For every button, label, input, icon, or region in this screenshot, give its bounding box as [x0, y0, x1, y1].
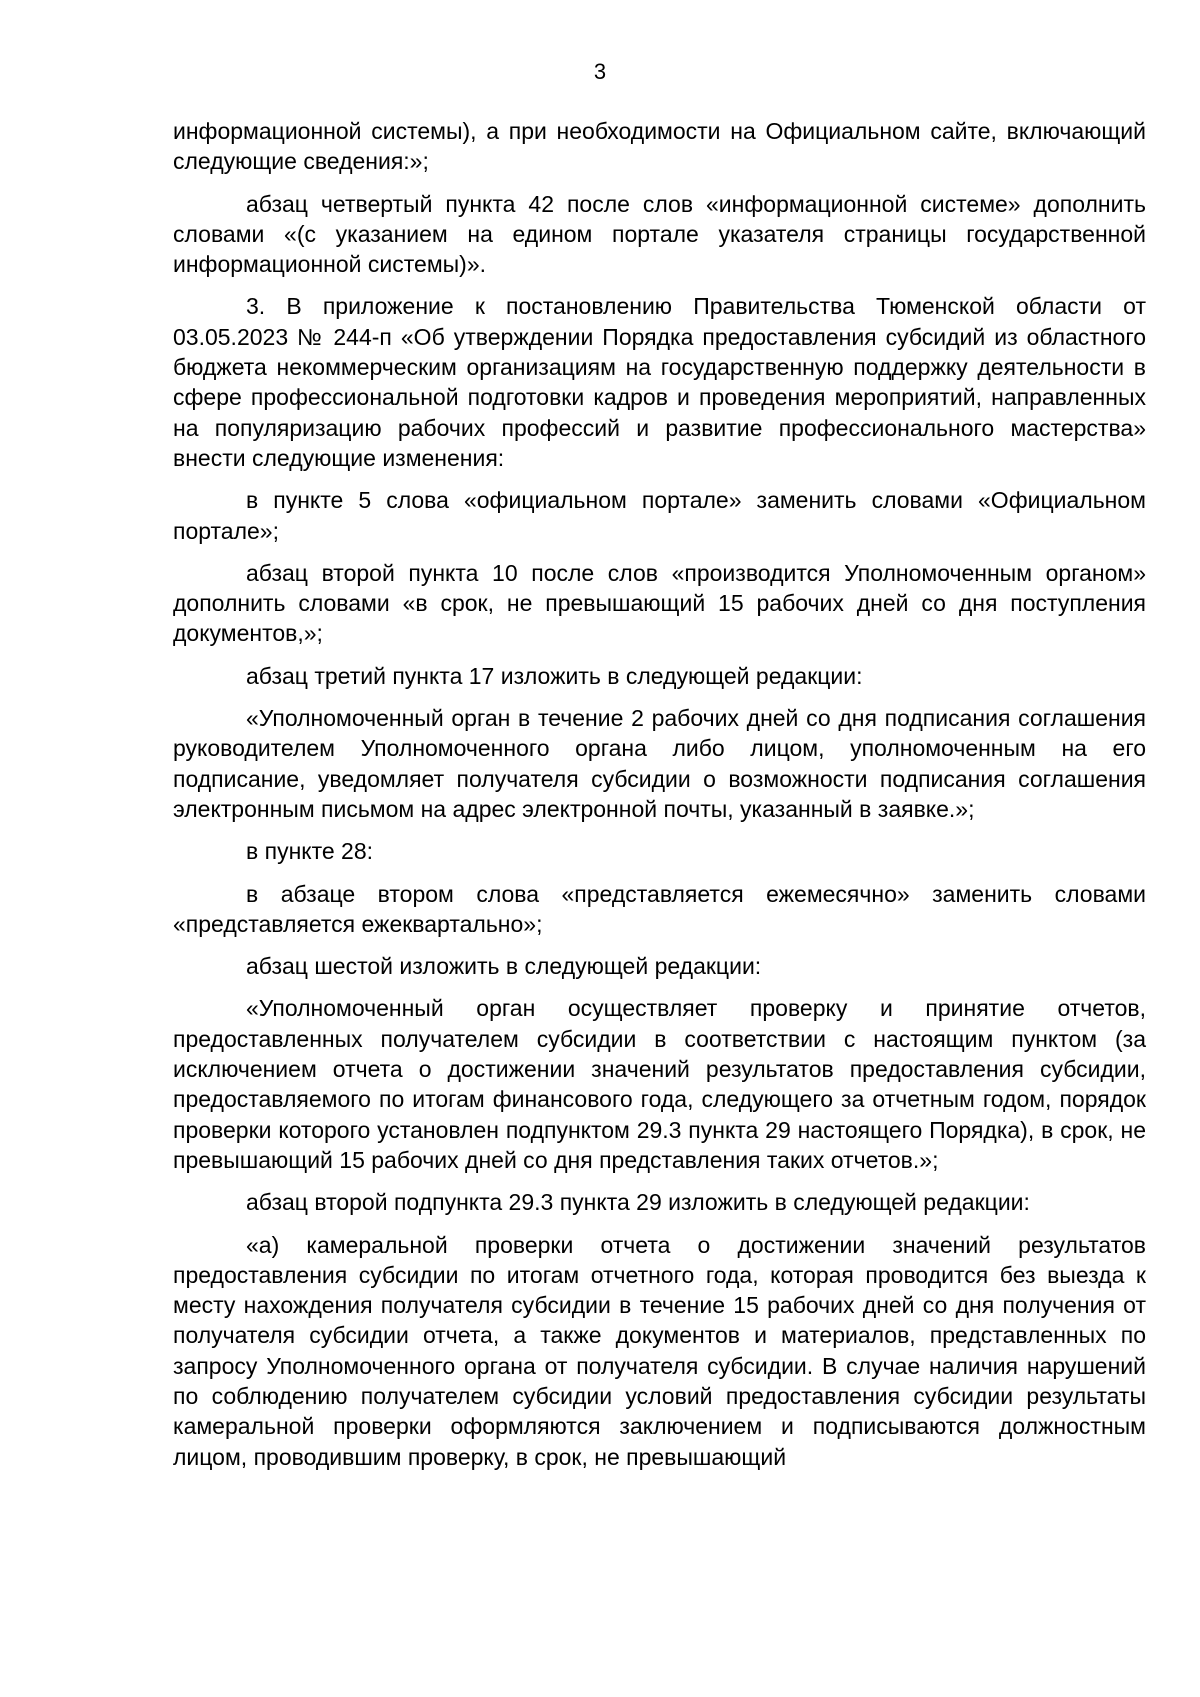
paragraph-item-17: абзац третий пункта 17 изложить в следующей редакции: — [246, 662, 863, 689]
paragraph-item-10: абзац второй пункта 10 после слов «производится Уполномоченным органом» дополнить словами «в срок, не превышающий 15 рабочих дней со дня поступления документов,»; — [173, 559, 1146, 647]
paragraph-item-28-second: в абзаце втором слова «представляется ежемесячно» заменить словами «представляется ежеквартально»; — [173, 880, 1146, 937]
paragraph-item-28-sixth-text: «Уполномоченный орган осуществляет проверку и принятие отчетов, предоставленных получателем субсидии в соответствии с настоящим пунктом (за исключением отчета о достижении значений результатов предоставления субсидии, предоставляемого по итогам финансового года, следующего за отчетным годом, порядок проверки которого установлен подпунктом 29.3 пункта 29 настоящего Порядка), в срок, не превышающий 15 рабочих дней со дня представления таких отчетов.»; — [173, 995, 1146, 1173]
page-number: 3 — [593, 59, 607, 84]
document-body — [173, 116, 1146, 1484]
paragraph-item-28: в пункте 28: — [246, 838, 374, 865]
paragraph-item-28-sixth: абзац шестой изложить в следующей редакции: — [246, 953, 762, 980]
paragraph-item-17-text: «Уполномоченный орган в течение 2 рабочих дней со дня подписания соглашения руководителем Уполномоченного органа либо лицом, уполномоченным на его подписание, уведомляет получателя субсидии о возможности подписания соглашения электронным письмом на адрес электронной почты, указанный в заявке.»; — [173, 705, 1146, 822]
paragraph-section-3: 3. В приложение к постановлению Правительства Тюменской области от 03.05.2023 № 244-п «Об утверждении Порядка предоставления субсидий из областного бюджета некоммерческим организациям на государственную поддержку деятельности в сфере профессиональной подготовки кадров и проведения мероприятий, направленных на популяризацию рабочих профессий и развитие профессионального мастерства» внести следующие изменения: — [173, 293, 1146, 471]
paragraph-item-5: в пункте 5 слова «официальном портале» заменить словами «Официальном портале»; — [173, 487, 1146, 544]
paragraph-item-29-3-text: «а) камеральной проверки отчета о достижении значений результатов предоставления субсидии по итогам отчетного года, которая проводится без выезда к месту нахождения получателя субсидии в течение 15 рабочих дней со дня получения от получателя субсидии отчета, а также документов и материалов, представленных по запросу Уполномоченного органа от получателя субсидии. В случае наличия нарушений по соблюдению получателем субсидии условий предоставления субсидии результаты камеральной проверки оформляются заключением и подписываются должностным лицом, проводившим проверку, в срок, не превышающий — [173, 1231, 1146, 1470]
paragraph-amendment-42: абзац четвертый пункта 42 после слов «информационной системе» дополнить словами «(с указанием на едином портале указателя страницы государственной информационной системы)». — [173, 190, 1146, 278]
paragraph-continuation: информационной системы), а при необходимости на Официальном сайте, включающий следующие сведения:»; — [173, 118, 1146, 175]
paragraph-item-29-3: абзац второй подпункта 29.3 пункта 29 изложить в следующей редакции: — [246, 1189, 1030, 1216]
